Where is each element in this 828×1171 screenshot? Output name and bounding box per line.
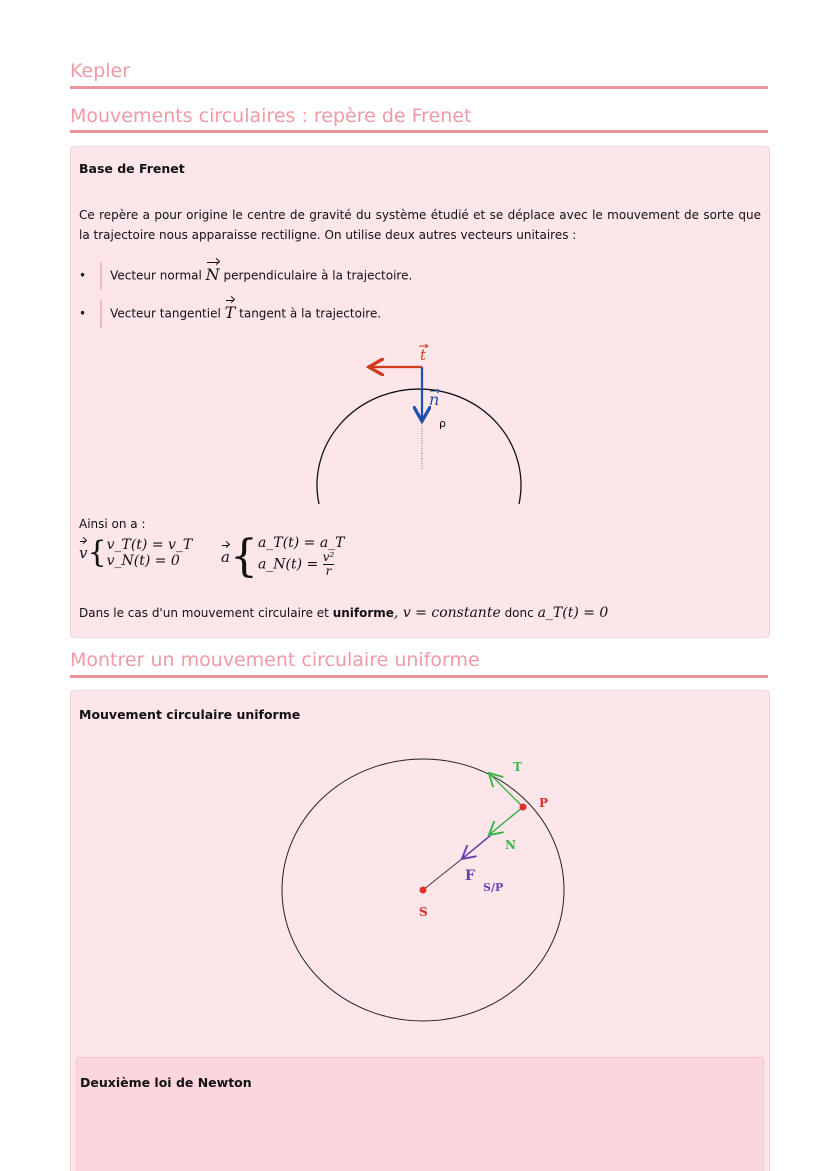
n-vector-symbol: N <box>205 264 220 284</box>
f-vector <box>463 835 491 858</box>
heading-mcu: Montrer un mouvement circulaire uniforme <box>70 649 480 671</box>
mcu-title: Mouvement circulaire uniforme <box>79 707 301 722</box>
t-label: t <box>420 346 427 364</box>
n-vector <box>490 807 523 834</box>
a-system: a{a_T(t) = a_T a_N(t) = $\frac{\text{v²}}{r}$ <box>221 531 345 582</box>
newton-title: Deuxième loi de Newton <box>80 1075 252 1090</box>
point-s <box>420 887 427 894</box>
point-p <box>520 804 527 811</box>
t-label: T <box>513 760 522 774</box>
divider <box>70 675 768 678</box>
n-label: N <box>505 838 516 852</box>
trajectory-arc <box>317 389 521 504</box>
heading-frenet: Mouvements circulaires : repère de Frenet <box>70 105 472 127</box>
t-vector <box>490 774 523 807</box>
frenet-intro: Ce repère a pour origine le centre de gravité du système étudié et se déplace avec le mouvement de sorte que la trajectoire nous apparaisse rectiligne. On utilise deux autres vecteurs unitaires : <box>79 208 761 242</box>
newton-box <box>76 1057 764 1171</box>
divider <box>70 86 768 89</box>
frenet-title: Base de Frenet <box>79 161 185 176</box>
f-subscript: S/P <box>483 881 504 894</box>
ainsi-text: Ainsi on a : <box>79 517 146 531</box>
f-label: F <box>465 868 475 884</box>
bullet-normal: • Vecteur normal N perpendiculaire à la trajectoire. <box>79 262 412 290</box>
rho-label: ρ <box>439 417 446 430</box>
divider <box>70 130 768 133</box>
bullet-tangent: • Vecteur tangentiel T tangent à la trajectoire. <box>79 300 381 328</box>
mcu-figure <box>71 741 769 1101</box>
frenet-box <box>70 146 770 638</box>
heading-kepler: Kepler <box>70 60 131 82</box>
p-label: P <box>539 796 549 810</box>
t-vector-symbol: T <box>224 302 236 322</box>
s-label: S <box>419 905 428 919</box>
frenet-figure <box>71 343 769 513</box>
n-label: n <box>429 390 440 409</box>
mcu-box <box>70 690 770 1171</box>
conclusion: Dans le cas d'un mouvement circulaire et uniforme, v = constante donc a_T(t) = 0 <box>79 605 609 621</box>
radius-line <box>423 858 463 890</box>
v-system: v{v_T(t) = v_T v_N(t) = 0 <box>79 535 193 570</box>
